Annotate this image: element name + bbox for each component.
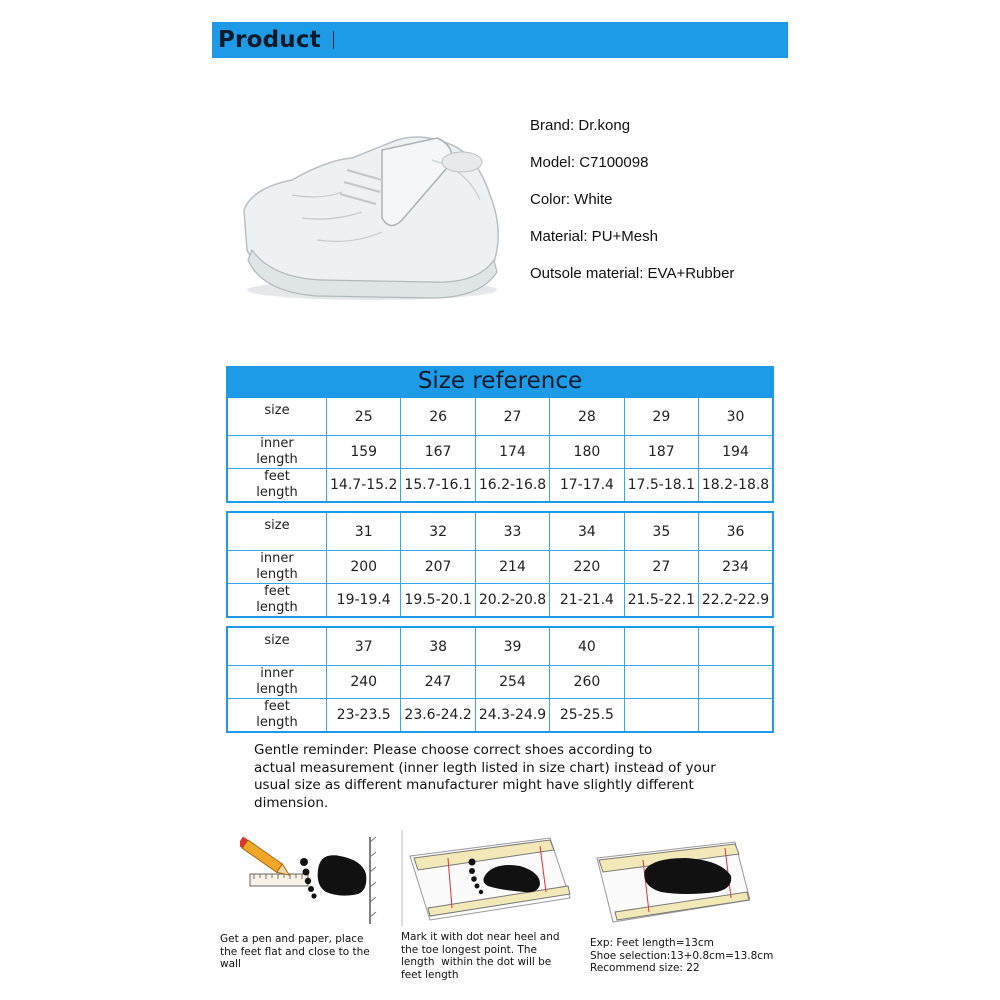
sole-ruler-icon	[585, 830, 750, 930]
size-reference	[226, 366, 774, 733]
size-cell: 36	[699, 512, 773, 551]
reminder-line: usual size as different manufacturer might have slightly different	[254, 777, 694, 793]
foot-ruler-icon	[400, 828, 580, 928]
caption-line: Mark it with dot near heel and	[401, 931, 560, 943]
inner-length-cell: 260	[550, 666, 624, 699]
inner-length-cell: 254	[475, 666, 549, 699]
size-cell: 32	[401, 512, 475, 551]
inner-length-cell: 214	[475, 551, 549, 584]
caption-line: Get a pen and paper, place	[220, 933, 364, 945]
inner-length-cell: 200	[327, 551, 401, 584]
caption-line: Exp: Feet length=13cm	[590, 937, 714, 949]
inner-length-cell: 167	[401, 436, 475, 469]
label-line: length	[256, 567, 298, 582]
product-header-title: Product	[218, 27, 321, 53]
inner-length-cell: 240	[327, 666, 401, 699]
feet-length-label	[227, 699, 327, 733]
feet-length-cell: 20.2-20.8	[475, 584, 549, 618]
feet-length-cell: 17.5-18.1	[624, 469, 698, 503]
size-table-block-1	[226, 396, 774, 503]
size-cell: 31	[327, 512, 401, 551]
size-row	[227, 397, 773, 436]
feet-length-cell: 14.7-15.2	[327, 469, 401, 503]
caption-line: wall	[220, 958, 241, 970]
inner-length-label	[227, 666, 327, 699]
size-cell	[699, 627, 773, 666]
spec-model: Model: C7100098	[530, 154, 649, 171]
size-label: size	[227, 512, 327, 551]
feet-length-row	[227, 584, 773, 618]
size-cell: 25	[327, 397, 401, 436]
inner-length-row	[227, 666, 773, 699]
feet-length-cell: 18.2-18.8	[699, 469, 773, 503]
label-line: length	[256, 715, 298, 730]
size-table-block-3	[226, 626, 774, 733]
inner-length-cell: 174	[475, 436, 549, 469]
product-header	[212, 22, 788, 58]
inner-length-cell: 194	[699, 436, 773, 469]
reminder-line: Gentle reminder: Please choose correct shoes according to	[254, 742, 653, 758]
pencil-foot-icon	[240, 832, 380, 927]
size-cell: 29	[624, 397, 698, 436]
step-3-caption	[590, 937, 790, 975]
inner-length-cell: 187	[624, 436, 698, 469]
feet-length-cell: 19.5-20.1	[401, 584, 475, 618]
label-line: length	[256, 485, 298, 500]
feet-length-cell: 16.2-16.8	[475, 469, 549, 503]
caption-line: Shoe selection:13+0.8cm=13.8cm	[590, 949, 774, 962]
spec-color: Color: White	[530, 191, 613, 208]
label-line: inner	[260, 666, 294, 681]
feet-length-row	[227, 699, 773, 733]
size-cell: 34	[550, 512, 624, 551]
inner-length-cell: 180	[550, 436, 624, 469]
label-line: length	[256, 682, 298, 697]
spec-brand: Brand: Dr.kong	[530, 117, 631, 134]
size-cell: 37	[327, 627, 401, 666]
feet-length-cell: 22.2-22.9	[699, 584, 773, 618]
size-cell: 33	[475, 512, 549, 551]
inner-length-cell: 159	[327, 436, 401, 469]
spec-outsole: Outsole material: EVA+Rubber	[530, 265, 735, 282]
feet-length-cell: 23-23.5	[327, 699, 401, 733]
label-line: length	[256, 600, 298, 615]
feet-length-cell: 23.6-24.2	[401, 699, 475, 733]
feet-length-label	[227, 469, 327, 503]
size-cell	[624, 627, 698, 666]
feet-length-cell: 25-25.5	[550, 699, 624, 733]
caption-line: Recommend size: 22	[590, 962, 700, 974]
label-line: feet	[264, 584, 290, 599]
feet-length-cell	[624, 699, 698, 733]
inner-length-cell	[699, 666, 773, 699]
inner-length-label	[227, 436, 327, 469]
size-cell: 35	[624, 512, 698, 551]
spec-material: Material: PU+Mesh	[530, 228, 658, 245]
inner-length-row	[227, 436, 773, 469]
white-sneaker-image	[232, 100, 512, 310]
gentle-reminder	[254, 742, 754, 812]
caption-line: feet length	[401, 968, 459, 981]
inner-length-cell: 234	[699, 551, 773, 584]
feet-length-cell: 17-17.4	[550, 469, 624, 503]
label-line: length	[256, 452, 298, 467]
inner-length-cell: 247	[401, 666, 475, 699]
label-line: inner	[260, 551, 294, 566]
step-1-caption	[220, 933, 385, 971]
size-table-block-2	[226, 511, 774, 618]
step-2-caption	[401, 931, 573, 981]
product-specs	[530, 117, 734, 302]
inner-length-cell	[624, 666, 698, 699]
label-line: feet	[264, 469, 290, 484]
feet-length-cell: 24.3-24.9	[475, 699, 549, 733]
caption-line: length within the dot will be	[401, 956, 552, 968]
inner-length-label	[227, 551, 327, 584]
size-label: size	[227, 397, 327, 436]
reminder-line: actual measurement (inner legth listed in size chart) instead of your	[254, 759, 716, 776]
caption-line: the feet flat and close to the	[220, 945, 370, 958]
size-label: size	[227, 627, 327, 666]
size-cell: 28	[550, 397, 624, 436]
label-line: inner	[260, 436, 294, 451]
feet-length-row	[227, 469, 773, 503]
feet-length-cell	[699, 699, 773, 733]
caption-line: the toe longest point. The	[401, 943, 537, 956]
feet-length-cell: 21.5-22.1	[624, 584, 698, 618]
size-cell: 26	[401, 397, 475, 436]
inner-length-cell: 207	[401, 551, 475, 584]
feet-length-cell: 21-21.4	[550, 584, 624, 618]
size-cell: 40	[550, 627, 624, 666]
feet-length-label	[227, 584, 327, 618]
feet-length-cell: 15.7-16.1	[401, 469, 475, 503]
reminder-line: dimension.	[254, 794, 329, 811]
inner-length-row	[227, 551, 773, 584]
inner-length-cell: 27	[624, 551, 698, 584]
size-cell: 39	[475, 627, 549, 666]
size-row	[227, 627, 773, 666]
size-reference-title: Size reference	[226, 366, 774, 396]
header-separator	[333, 31, 334, 49]
label-line: feet	[264, 699, 290, 714]
feet-length-cell: 19-19.4	[327, 584, 401, 618]
size-cell: 27	[475, 397, 549, 436]
inner-length-cell: 220	[550, 551, 624, 584]
size-cell: 30	[699, 397, 773, 436]
size-row	[227, 512, 773, 551]
size-cell: 38	[401, 627, 475, 666]
